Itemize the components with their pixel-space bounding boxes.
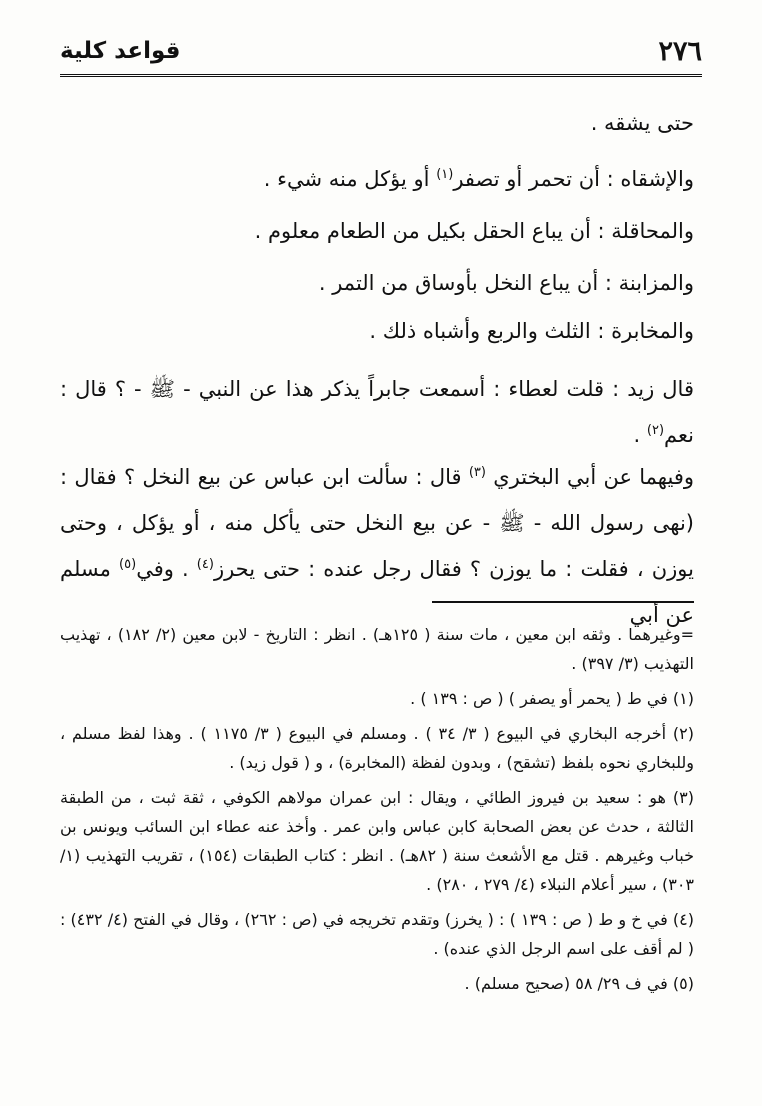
footnote-ref-2[interactable]: (٢): [646, 423, 665, 438]
text-line-3: والمحاقلة : أن يباع الحقل بكيل من الطعام معلوم .: [254, 219, 694, 243]
footnote-4: (٤) في خ و ط ( ص : ١٣٩ ) : ( يخرز) وتقدم تخريجه في (ص : ٢٦٢) ، وقال في الفتح (٤/ ٤٣٢) : ( لم أقف على اسم الرجل الذي عنده) .: [60, 910, 694, 958]
text-line-5: والمخابرة : الثلث والربع وأشباه ذلك .: [369, 319, 694, 343]
running-title: قواعد كلية: [60, 38, 181, 64]
footnote-ref-5[interactable]: (٥): [119, 557, 137, 572]
paragraph-abi-al-bakhtari: وفيهما عن أبي البختري $^{(٣)}$ قال : سألت ابن عباس عن بيع النخل ؟ فقال : (نهى رسول الله - ﷺ - عن بيع النخل حتى يأكل منه ، أو يؤكل ، وحتى يوزن ، فقلت : ما يوزن ؟ فقال رجل عنده : حتى يحرز$^{(٤)}$ . وفي$^{(٥)}$ مسلم عن أبي: [60, 465, 694, 627]
page-number: ٢٧٦: [658, 36, 702, 67]
text-line-4: والمزابنة : أن يباع النخل بأوساق من التمر .: [318, 271, 694, 295]
page-header: [60, 34, 702, 77]
text-line-1: حتى يشقه .: [590, 111, 694, 135]
footnote-ref-3[interactable]: (٣): [468, 465, 486, 480]
footnote-2: (٢) أخرجه البخاري في البيوع ( ٣/ ٣٤ ) . ومسلم في البيوع ( ٣/ ١١٧٥ ) . وهذا لفظ مسلم ، وللبخاري نحوه بلفظ (تشقح) ، وبدون لفظة (المخابرة) ، و ( قول زيد) .: [60, 724, 694, 772]
footnote-5: (٥) في ف ٢٩/ ٥٨ (صحيح مسلم) .: [464, 974, 694, 993]
text-line-2: والإشقاه : أن تحمر أو تصفر$^{(١)}$ أو يؤكل منه شيء .: [263, 167, 694, 191]
footnote-1: (١) في ط ( يحمر أو يصفر ) ( ص : ١٣٩ ) .: [410, 689, 694, 708]
footnote-ref-1[interactable]: (١): [436, 167, 454, 182]
footnote-separator: [432, 601, 694, 603]
paragraph-zaid: قال زيد : قلت لعطاء : أسمعت جابراً يذكر هذا عن النبي - ﷺ - ؟ قال : نعم$^{(٢)}$ .: [60, 377, 694, 447]
footnote-continuation: =وغيرهما . وثقه ابن معين ، مات سنة ( ١٢٥هـ) . انظر : التاريخ - لابن معين (٢/ ١٨٢) ، تهذيب التهذيب (٣/ ٣٩٧) .: [60, 625, 695, 673]
footnotes: [60, 620, 694, 1004]
footnote-3: (٣) هو : سعيد بن فيروز الطائي ، ويقال : ابن عمران مولاهم الكوفي ، ثقة ثبت ، من الطبقة الثالثة ، حدث عن بعض الصحابة كابن عباس وابن عمر . وأخذ عنه عطاء ابن السائب ويونس بن خباب وغيرهم . قتل مع الأشعث سنة ( ٨٢هـ) . انظر : كتاب الطبقات (١٥٤) ، تقريب التهذيب (١/ ٣٠٣) ، سير أعلام النبلاء (٤/ ٢٧٩ ، ٢٨٠) .: [60, 788, 694, 894]
footnote-ref-4[interactable]: (٤): [196, 557, 214, 572]
